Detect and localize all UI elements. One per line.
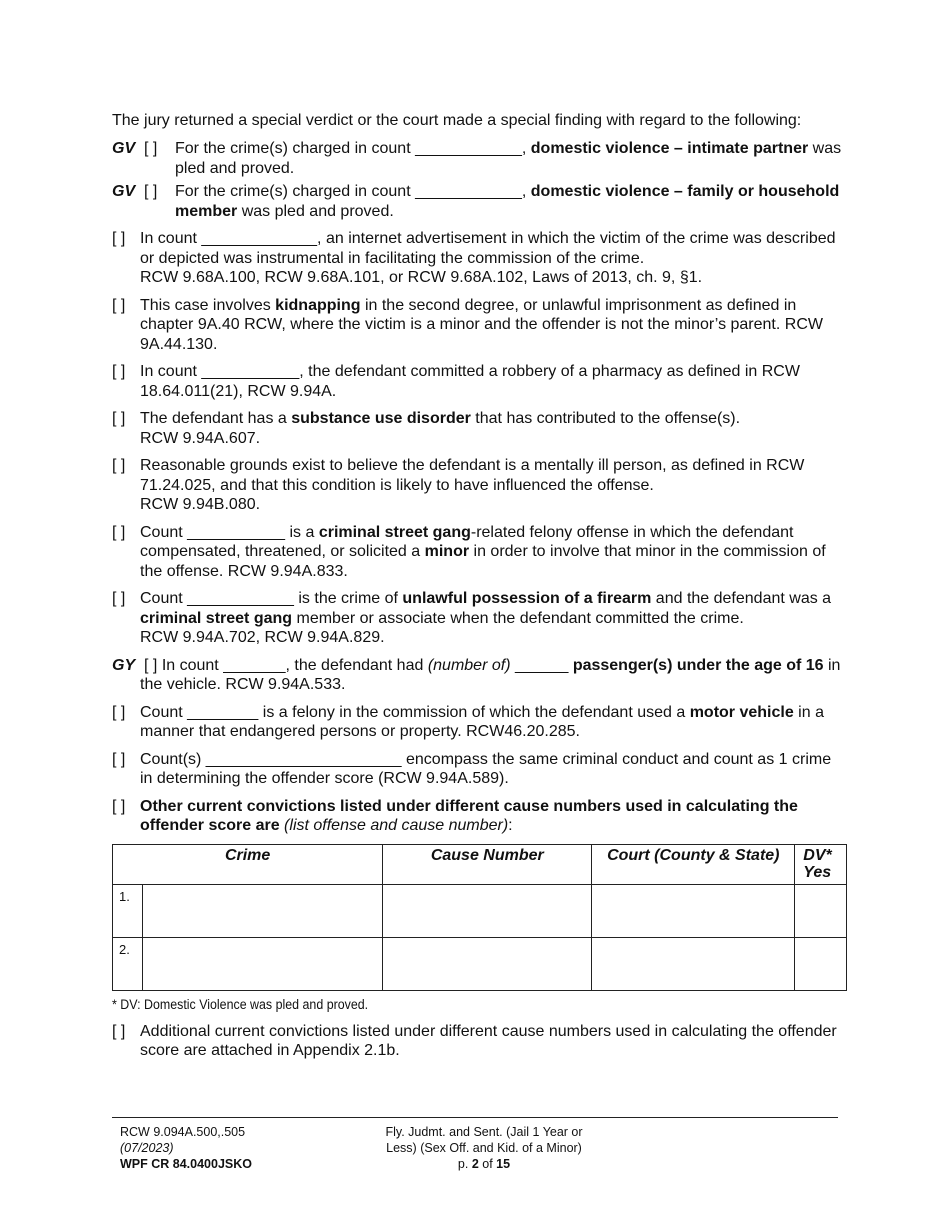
gv-intimate-partner-item: GV [ ] For the crime(s) charged in count ____________, domestic violence – intimate partner was pled and proved.	[112, 140, 842, 177]
motor-vehicle-item: [ ] Count ________ is a felony in the commission of which the defendant used a motor vehicle in a manner that endangered persons or property. RCW46.20.285.	[112, 703, 824, 740]
footer-title-line1: Fly. Judmt. and Sent. (Jail 1 Year or	[385, 1125, 583, 1139]
table-row	[113, 937, 847, 990]
checkbox[interactable]: [ ]	[112, 457, 126, 474]
checkbox[interactable]: [ ]	[112, 750, 126, 768]
header-dv-yes: DV* Yes	[795, 844, 847, 884]
gy-marker: GY	[112, 656, 136, 674]
gv-marker: GV [ ]	[112, 183, 158, 200]
other-convictions-item: [ ] Other current convictions listed under different cause numbers used in calculating the offender score are (list offense and cause number):	[112, 797, 798, 834]
checkbox[interactable]: [ ]	[112, 590, 126, 607]
page-footer	[112, 1117, 838, 1178]
footer-center	[364, 1124, 604, 1172]
substance-disorder-item: [ ] The defendant has a substance use disorder that has contributed to the offense(s). RCW 9.94A.607.	[112, 410, 741, 447]
checkbox[interactable]: [ ]	[112, 363, 126, 380]
intro-paragraph: The jury returned a special verdict or the court made a special finding with regard to the following:	[112, 112, 802, 129]
gv-family-member-item: GV [ ] For the crime(s) charged in count ____________, domestic violence – family or household member was pled and proved.	[112, 183, 840, 220]
page-number: p. 2 of 15	[457, 1157, 511, 1171]
dv-cell[interactable]	[795, 884, 847, 937]
dv-cell[interactable]	[795, 937, 847, 990]
table-footnote: * DV: Domestic Violence was pled and proved.	[112, 996, 369, 1012]
checkbox[interactable]: [ ]	[144, 140, 158, 157]
court-cell[interactable]	[592, 884, 795, 937]
header-court: Court (County & State)	[592, 844, 795, 884]
checkbox[interactable]: [ ]	[112, 1022, 126, 1040]
footer-left	[120, 1124, 252, 1172]
mental-illness-item: [ ] Reasonable grounds exist to believe the defendant is a mentally ill person, as defined in RCW 71.24.025, and that this condition is likely to have influenced the offense. RCW 9.94B.080.	[112, 457, 805, 513]
row-number: 2.	[113, 937, 143, 990]
checkbox[interactable]: [ ]	[112, 410, 126, 427]
row-number: 1.	[113, 884, 143, 937]
crime-cell[interactable]	[143, 937, 383, 990]
gang-minor-item: [ ] Count ___________ is a criminal street gang-related felony offense in which the defendant compensated, threatened, or solicited a minor in order to involve that minor in the commission of the offense. RCW 9.94A.833.	[112, 523, 826, 580]
checkbox[interactable]: [ ]	[112, 797, 126, 815]
pharmacy-robbery-item: [ ] In count ___________, the defendant committed a robbery of a pharmacy as defined in RCW 18.64.011(21), RCW 9.94A.	[112, 363, 800, 400]
crime-cell[interactable]	[143, 884, 383, 937]
footer-rcw: RCW 9.094A.500,.505	[120, 1125, 246, 1139]
checkbox[interactable]: [ ]	[144, 183, 158, 200]
internet-ad-item: [ ] In count _____________, an internet advertisement in which the victim of the crime was described or depicted was instrumental in facilitating the commission of the crime. RCW 9.68A.100, RCW 9.68A.101, or RCW 9.68A.102, Laws of 2013, ch. 9, §1.	[112, 230, 836, 286]
footer-form-number: WPF CR 84.0400JSKO	[120, 1157, 252, 1171]
cause-cell[interactable]	[383, 884, 592, 937]
document-body	[112, 111, 847, 1069]
checkbox[interactable]: [ ]	[112, 703, 126, 721]
gv-marker: GV [ ]	[112, 140, 158, 157]
court-cell[interactable]	[592, 937, 795, 990]
header-cause-number: Cause Number	[383, 844, 592, 884]
footer-title-line2: Less) (Sex Off. and Kid. of a Minor)	[386, 1141, 582, 1155]
checkbox[interactable]: [ ]	[112, 296, 126, 314]
passengers-item: GY [ ] In count _______, the defendant had (number of) ______ passenger(s) under the age of 16 in the vehicle. RCW 9.94A.533.	[112, 656, 841, 693]
additional-convictions-item: [ ] Additional current convictions listed under different cause numbers used in calculating the offender score are attached in Appendix 2.1b.	[112, 1022, 837, 1059]
checkbox[interactable]: [ ]	[112, 230, 126, 247]
header-crime: Crime	[113, 844, 383, 884]
footer-date: (07/2023)	[120, 1141, 174, 1155]
kidnapping-item: [ ] This case involves kidnapping in the second degree, or unlawful imprisonment as defined in chapter 9A.40 RCW, where the victim is a minor and the offender is not the minor’s parent. RCW 9A.44.130.	[112, 296, 823, 353]
cause-cell[interactable]	[383, 937, 592, 990]
table-row	[113, 884, 847, 937]
convictions-table	[112, 844, 847, 991]
table-header-row	[113, 844, 847, 884]
checkbox[interactable]: [ ]	[112, 523, 126, 541]
firearm-item: [ ] Count ____________ is the crime of unlawful possession of a firearm and the defendant was a criminal street gang member or associate when the defendant committed the crime. RCW 9.94A.702, RCW 9.94A.829.	[112, 590, 832, 646]
same-conduct-item: [ ] Count(s) ______________________ encompass the same criminal conduct and count as 1 crime in determining the offender score (RCW 9.94A.589).	[112, 750, 832, 787]
checkbox[interactable]: [ ]	[144, 656, 158, 674]
